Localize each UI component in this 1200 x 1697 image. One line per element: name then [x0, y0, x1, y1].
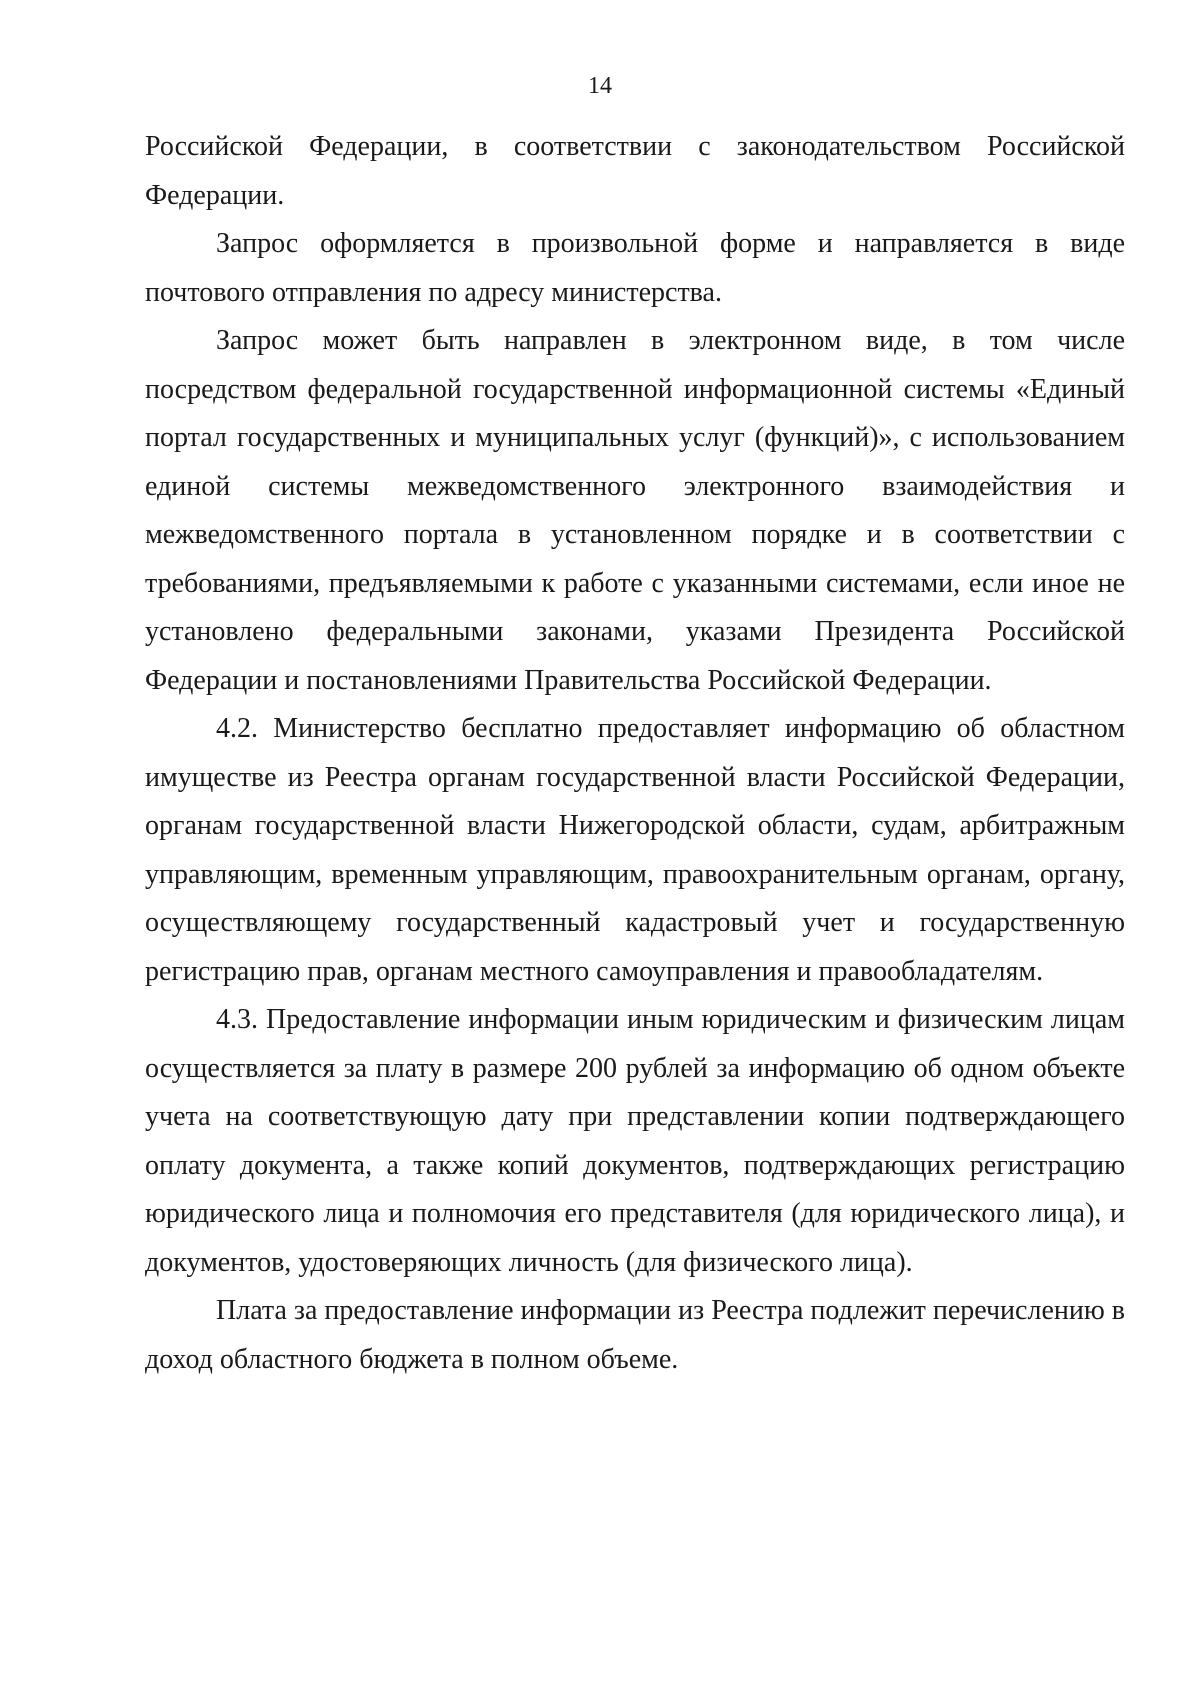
paragraph-4-2: 4.2. Министерство бесплатно предоставляет информацию об областном имуществе из Реестра органам государственной власти Российской Федерации, органам государственной власти Нижегородской области, судам, арбитражным управляющим, временным управляющим, правоохранительным органам, органу, осуществляющему государственный кадастровый учет и государственную регистрацию прав, органам местного самоуправления и правообладателям.	[145, 713, 1125, 987]
document-body	[145, 123, 1125, 1384]
paragraph-4-3: 4.3. Предоставление информации иным юридическим и физическим лицам осуществляется за плату в размере 200 рублей за информацию об одном объекте учета на соответствующую дату при представлении копии подтверждающего оплату документа, а также копий документов, подтверждающих регистрацию юридического лица и полномочия его представителя (для юридического лица), и документов, удостоверяющих личность (для физического лица).	[145, 1004, 1125, 1278]
paragraph-3: Запрос может быть направлен в электронном виде, в том числе посредством федеральной государственной информационной системы «Единый портал государственных и муниципальных услуг (функций)», с использованием единой системы межведомственного электронного взаимодействия и межведомственного портала в установленном порядке и в соответствии с требованиями, предъявляемыми к работе с указанными системами, если иное не установлено федеральными законами, указами Президента Российской Федерации и постановлениями Правительства Российской Федерации.	[145, 325, 1125, 696]
paragraph-1: Российской Федерации, в соответствии с законодательством Российской Федерации.	[145, 131, 1125, 211]
paragraph-fee: Плата за предоставление информации из Реестра подлежит перечислению в доход областного бюджета в полном объеме.	[145, 1295, 1125, 1375]
page-number: 14	[588, 73, 612, 99]
paragraph-2: Запрос оформляется в произвольной форме и направляется в виде почтового отправления по адресу министерства.	[145, 228, 1125, 308]
